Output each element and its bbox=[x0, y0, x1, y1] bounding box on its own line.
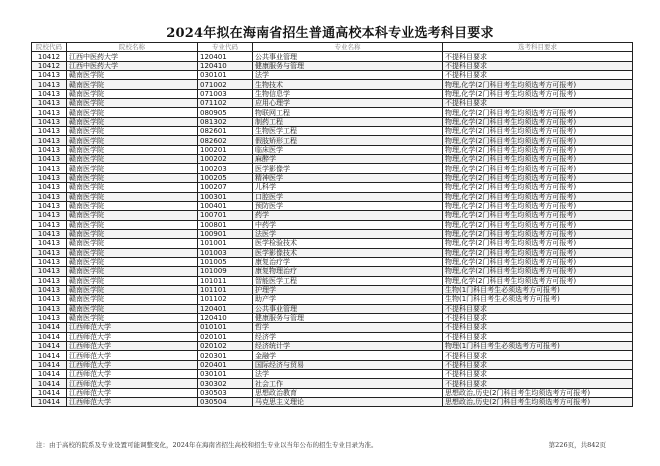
cell-major-name: 物联网工程 bbox=[253, 108, 443, 117]
cell-school-name: 赣南医学院 bbox=[67, 229, 198, 238]
cell-major-code: 071102 bbox=[198, 99, 253, 108]
cell-subject-requirement: 物理,化学(2门科目考生均须选考方可报考) bbox=[443, 192, 633, 201]
cell-major-code: 101101 bbox=[198, 285, 253, 294]
table-row bbox=[32, 257, 633, 266]
cell-school-name: 赣南医学院 bbox=[67, 164, 198, 173]
cell-school-name: 赣南医学院 bbox=[67, 257, 198, 266]
cell-school-name: 赣南医学院 bbox=[67, 267, 198, 276]
cell-subject-requirement: 物理,化学(2门科目考生均须选考方可报考) bbox=[443, 239, 633, 248]
table-row bbox=[32, 388, 633, 397]
cell-subject-requirement: 物理,化学(2门科目考生均须选考方可报考) bbox=[443, 229, 633, 238]
cell-major-name: 精神医学 bbox=[253, 173, 443, 182]
cell-major-code: 100201 bbox=[198, 145, 253, 154]
cell-subject-requirement: 不提科目要求 bbox=[443, 360, 633, 369]
cell-major-code: 100901 bbox=[198, 229, 253, 238]
cell-subject-requirement: 不提科目要求 bbox=[443, 351, 633, 360]
cell-school-name: 赣南医学院 bbox=[67, 136, 198, 145]
cell-major-code: 100701 bbox=[198, 211, 253, 220]
footer-note: 注：由于高校的院系及专业设置可能调整变化，2024年在海南省招生高校和招生专业以当年公布的招生专业目录为准。 bbox=[36, 441, 378, 449]
cell-school-code: 10413 bbox=[32, 117, 67, 126]
cell-school-name: 江西师范大学 bbox=[67, 323, 198, 332]
cell-subject-requirement: 不提科目要求 bbox=[443, 61, 633, 70]
cell-major-name: 公共事业管理 bbox=[253, 304, 443, 313]
cell-school-code: 10413 bbox=[32, 80, 67, 89]
cell-subject-requirement: 物理,化学(2门科目考生均须选考方可报考) bbox=[443, 117, 633, 126]
page-title: 2024年拟在海南省招生普通高校本科专业选考科目要求 bbox=[166, 26, 494, 41]
cell-subject-requirement: 物理(1门科目考生必须选考方可报考) bbox=[443, 342, 633, 351]
cell-school-name: 赣南医学院 bbox=[67, 89, 198, 98]
cell-school-code: 10414 bbox=[32, 379, 67, 388]
table-row bbox=[32, 201, 633, 210]
table-header-row bbox=[32, 43, 633, 52]
cell-school-code: 10412 bbox=[32, 52, 67, 61]
table-row bbox=[32, 323, 633, 332]
cell-school-code: 10414 bbox=[32, 388, 67, 397]
table-body bbox=[32, 52, 633, 407]
cell-major-name: 智能医学工程 bbox=[253, 276, 443, 285]
table-row bbox=[32, 229, 633, 238]
cell-school-name: 江西师范大学 bbox=[67, 360, 198, 369]
cell-major-code: 100202 bbox=[198, 155, 253, 164]
cell-major-code: 120410 bbox=[198, 313, 253, 322]
table-row bbox=[32, 136, 633, 145]
cell-major-code: 082601 bbox=[198, 127, 253, 136]
cell-major-name: 中药学 bbox=[253, 220, 443, 229]
cell-major-name: 法医学 bbox=[253, 229, 443, 238]
table-row bbox=[32, 192, 633, 201]
requirements-table bbox=[31, 42, 633, 407]
cell-major-code: 082602 bbox=[198, 136, 253, 145]
cell-subject-requirement: 思想政治,历史(2门科目考生均须选考方可报考) bbox=[443, 398, 633, 407]
cell-major-code: 101102 bbox=[198, 295, 253, 304]
cell-school-code: 10413 bbox=[32, 201, 67, 210]
cell-school-code: 10413 bbox=[32, 89, 67, 98]
cell-school-code: 10413 bbox=[32, 173, 67, 182]
cell-major-name: 儿科学 bbox=[253, 183, 443, 192]
cell-major-name: 假肢矫形工程 bbox=[253, 136, 443, 145]
table-row bbox=[32, 183, 633, 192]
cell-major-name: 预防医学 bbox=[253, 201, 443, 210]
header-school-name: 院校名称 bbox=[67, 43, 198, 52]
cell-major-name: 经济统计学 bbox=[253, 342, 443, 351]
cell-school-name: 江西师范大学 bbox=[67, 379, 198, 388]
cell-school-code: 10413 bbox=[32, 257, 67, 266]
cell-school-code: 10413 bbox=[32, 183, 67, 192]
table-row bbox=[32, 379, 633, 388]
cell-school-name: 赣南医学院 bbox=[67, 313, 198, 322]
cell-school-name: 赣南医学院 bbox=[67, 248, 198, 257]
cell-major-code: 100205 bbox=[198, 173, 253, 182]
cell-major-name: 助产学 bbox=[253, 295, 443, 304]
cell-subject-requirement: 物理,化学(2门科目考生均须选考方可报考) bbox=[443, 276, 633, 285]
cell-subject-requirement: 物理,化学(2门科目考生均须选考方可报考) bbox=[443, 211, 633, 220]
cell-school-name: 江西中医药大学 bbox=[67, 52, 198, 61]
cell-major-code: 030101 bbox=[198, 370, 253, 379]
cell-major-name: 健康服务与管理 bbox=[253, 61, 443, 70]
table-row bbox=[32, 276, 633, 285]
cell-school-name: 赣南医学院 bbox=[67, 127, 198, 136]
cell-school-code: 10413 bbox=[32, 304, 67, 313]
table-row bbox=[32, 370, 633, 379]
cell-major-code: 071003 bbox=[198, 89, 253, 98]
cell-subject-requirement: 物理,化学(2门科目考生均须选考方可报考) bbox=[443, 108, 633, 117]
cell-school-name: 赣南医学院 bbox=[67, 108, 198, 117]
cell-subject-requirement: 物理,化学(2门科目考生均须选考方可报考) bbox=[443, 89, 633, 98]
cell-major-code: 100203 bbox=[198, 164, 253, 173]
cell-major-name: 马克思主义理论 bbox=[253, 398, 443, 407]
table-row bbox=[32, 332, 633, 341]
cell-major-name: 药学 bbox=[253, 211, 443, 220]
cell-subject-requirement: 不提科目要求 bbox=[443, 52, 633, 61]
cell-major-name: 社会工作 bbox=[253, 379, 443, 388]
cell-school-code: 10414 bbox=[32, 370, 67, 379]
cell-school-code: 10413 bbox=[32, 285, 67, 294]
table-row bbox=[32, 360, 633, 369]
cell-school-code: 10414 bbox=[32, 332, 67, 341]
table-row bbox=[32, 295, 633, 304]
cell-major-name: 生物信息学 bbox=[253, 89, 443, 98]
page-number: 第226页，共842页 bbox=[548, 441, 606, 449]
table-row bbox=[32, 351, 633, 360]
cell-school-name: 江西师范大学 bbox=[67, 342, 198, 351]
cell-major-name: 哲学 bbox=[253, 323, 443, 332]
cell-major-code: 020101 bbox=[198, 332, 253, 341]
cell-major-name: 医学影像学 bbox=[253, 164, 443, 173]
cell-school-name: 赣南医学院 bbox=[67, 295, 198, 304]
cell-school-name: 赣南医学院 bbox=[67, 285, 198, 294]
cell-school-code: 10413 bbox=[32, 267, 67, 276]
cell-school-code: 10413 bbox=[32, 145, 67, 154]
cell-school-code: 10413 bbox=[32, 136, 67, 145]
cell-major-name: 公共事业管理 bbox=[253, 52, 443, 61]
cell-subject-requirement: 不提科目要求 bbox=[443, 323, 633, 332]
cell-school-name: 赣南医学院 bbox=[67, 211, 198, 220]
cell-school-name: 江西中医药大学 bbox=[67, 61, 198, 70]
cell-school-name: 江西师范大学 bbox=[67, 388, 198, 397]
cell-major-code: 080905 bbox=[198, 108, 253, 117]
cell-major-code: 120401 bbox=[198, 304, 253, 313]
cell-subject-requirement: 物理,化学(2门科目考生均须选考方可报考) bbox=[443, 257, 633, 266]
cell-subject-requirement: 不提科目要求 bbox=[443, 370, 633, 379]
cell-major-name: 康复治疗学 bbox=[253, 257, 443, 266]
table-row bbox=[32, 220, 633, 229]
table-row bbox=[32, 342, 633, 351]
cell-subject-requirement: 物理,化学(2门科目考生均须选考方可报考) bbox=[443, 201, 633, 210]
cell-school-code: 10413 bbox=[32, 108, 67, 117]
cell-school-code: 10413 bbox=[32, 164, 67, 173]
cell-school-code: 10413 bbox=[32, 313, 67, 322]
cell-school-name: 江西师范大学 bbox=[67, 370, 198, 379]
table-row bbox=[32, 71, 633, 80]
cell-subject-requirement: 不提科目要求 bbox=[443, 99, 633, 108]
table-row bbox=[32, 173, 633, 182]
cell-major-name: 生物医学工程 bbox=[253, 127, 443, 136]
cell-school-code: 10413 bbox=[32, 248, 67, 257]
table-row bbox=[32, 108, 633, 117]
cell-subject-requirement: 物理,化学(2门科目考生均须选考方可报考) bbox=[443, 173, 633, 182]
table-row bbox=[32, 145, 633, 154]
table-row bbox=[32, 313, 633, 322]
cell-subject-requirement: 物理,化学(2门科目考生均须选考方可报考) bbox=[443, 220, 633, 229]
cell-school-code: 10413 bbox=[32, 276, 67, 285]
cell-major-code: 100207 bbox=[198, 183, 253, 192]
cell-school-name: 赣南医学院 bbox=[67, 183, 198, 192]
cell-major-name: 口腔医学 bbox=[253, 192, 443, 201]
cell-subject-requirement: 物理,化学(2门科目考生均须选考方可报考) bbox=[443, 145, 633, 154]
cell-major-code: 081302 bbox=[198, 117, 253, 126]
cell-school-name: 赣南医学院 bbox=[67, 239, 198, 248]
cell-major-name: 法学 bbox=[253, 71, 443, 80]
cell-school-name: 赣南医学院 bbox=[67, 220, 198, 229]
cell-major-code: 020401 bbox=[198, 360, 253, 369]
cell-school-code: 10414 bbox=[32, 342, 67, 351]
cell-subject-requirement: 不提科目要求 bbox=[443, 313, 633, 322]
cell-school-name: 赣南医学院 bbox=[67, 80, 198, 89]
cell-major-name: 应用心理学 bbox=[253, 99, 443, 108]
cell-school-code: 10413 bbox=[32, 211, 67, 220]
cell-school-name: 赣南医学院 bbox=[67, 145, 198, 154]
cell-subject-requirement: 物理,化学(2门科目考生均须选考方可报考) bbox=[443, 164, 633, 173]
cell-subject-requirement: 物理,化学(2门科目考生均须选考方可报考) bbox=[443, 183, 633, 192]
cell-major-code: 030504 bbox=[198, 398, 253, 407]
cell-school-name: 江西师范大学 bbox=[67, 351, 198, 360]
header-major-name: 专业名称 bbox=[253, 43, 443, 52]
cell-school-name: 江西师范大学 bbox=[67, 332, 198, 341]
cell-major-name: 制药工程 bbox=[253, 117, 443, 126]
cell-major-code: 030302 bbox=[198, 379, 253, 388]
cell-school-code: 10413 bbox=[32, 220, 67, 229]
cell-major-code: 020102 bbox=[198, 342, 253, 351]
cell-subject-requirement: 物理,化学(2门科目考生均须选考方可报考) bbox=[443, 267, 633, 276]
cell-subject-requirement: 物理,化学(2门科目考生均须选考方可报考) bbox=[443, 155, 633, 164]
cell-school-code: 10413 bbox=[32, 99, 67, 108]
cell-school-name: 赣南医学院 bbox=[67, 99, 198, 108]
cell-school-code: 10413 bbox=[32, 71, 67, 80]
cell-subject-requirement: 不提科目要求 bbox=[443, 304, 633, 313]
table-row bbox=[32, 267, 633, 276]
table-row bbox=[32, 155, 633, 164]
cell-major-code: 120410 bbox=[198, 61, 253, 70]
cell-major-code: 120401 bbox=[198, 52, 253, 61]
cell-major-name: 金融学 bbox=[253, 351, 443, 360]
cell-major-code: 101005 bbox=[198, 257, 253, 266]
cell-major-name: 国际经济与贸易 bbox=[253, 360, 443, 369]
table-row bbox=[32, 164, 633, 173]
table-row bbox=[32, 248, 633, 257]
cell-major-name: 经济学 bbox=[253, 332, 443, 341]
cell-school-code: 10412 bbox=[32, 61, 67, 70]
cell-school-code: 10414 bbox=[32, 360, 67, 369]
table-row bbox=[32, 99, 633, 108]
table-row bbox=[32, 61, 633, 70]
cell-subject-requirement: 不提科目要求 bbox=[443, 379, 633, 388]
cell-major-code: 010101 bbox=[198, 323, 253, 332]
cell-subject-requirement: 不提科目要求 bbox=[443, 332, 633, 341]
cell-major-name: 护理学 bbox=[253, 285, 443, 294]
cell-subject-requirement: 物理,化学(2门科目考生均须选考方可报考) bbox=[443, 248, 633, 257]
header-school-code: 院校代码 bbox=[32, 43, 67, 52]
cell-school-code: 10414 bbox=[32, 398, 67, 407]
cell-major-name: 健康服务与管理 bbox=[253, 313, 443, 322]
header-major-code: 专业代码 bbox=[198, 43, 253, 52]
cell-major-code: 100301 bbox=[198, 192, 253, 201]
cell-subject-requirement: 思想政治,历史(2门科目考生均须选考方可报考) bbox=[443, 388, 633, 397]
cell-major-code: 020301 bbox=[198, 351, 253, 360]
cell-school-name: 赣南医学院 bbox=[67, 155, 198, 164]
cell-major-code: 101001 bbox=[198, 239, 253, 248]
table-row bbox=[32, 89, 633, 98]
cell-school-code: 10413 bbox=[32, 127, 67, 136]
table-row bbox=[32, 117, 633, 126]
cell-subject-requirement: 物理,化学(2门科目考生均须选考方可报考) bbox=[443, 127, 633, 136]
cell-school-code: 10414 bbox=[32, 323, 67, 332]
cell-major-code: 101011 bbox=[198, 276, 253, 285]
cell-school-name: 赣南医学院 bbox=[67, 117, 198, 126]
cell-subject-requirement: 生物(1门科目考生必须选考方可报考) bbox=[443, 295, 633, 304]
cell-subject-requirement: 物理,化学(2门科目考生均须选考方可报考) bbox=[443, 80, 633, 89]
cell-school-code: 10413 bbox=[32, 192, 67, 201]
table-row bbox=[32, 398, 633, 407]
cell-major-name: 临床医学 bbox=[253, 145, 443, 154]
cell-major-name: 康复物理治疗 bbox=[253, 267, 443, 276]
cell-major-code: 100401 bbox=[198, 201, 253, 210]
cell-major-code: 030101 bbox=[198, 71, 253, 80]
cell-school-name: 赣南医学院 bbox=[67, 276, 198, 285]
cell-school-name: 赣南医学院 bbox=[67, 201, 198, 210]
cell-major-name: 医学检验技术 bbox=[253, 239, 443, 248]
cell-major-name: 麻醉学 bbox=[253, 155, 443, 164]
table-row bbox=[32, 52, 633, 61]
cell-school-name: 赣南医学院 bbox=[67, 173, 198, 182]
cell-major-code: 030503 bbox=[198, 388, 253, 397]
header-subject-requirement: 选考科目要求 bbox=[443, 43, 633, 52]
cell-subject-requirement: 不提科目要求 bbox=[443, 71, 633, 80]
cell-school-name: 赣南医学院 bbox=[67, 192, 198, 201]
cell-major-name: 思想政治教育 bbox=[253, 388, 443, 397]
cell-school-code: 10414 bbox=[32, 351, 67, 360]
cell-school-code: 10413 bbox=[32, 229, 67, 238]
table-row bbox=[32, 80, 633, 89]
cell-school-name: 赣南医学院 bbox=[67, 71, 198, 80]
cell-major-name: 医学影像技术 bbox=[253, 248, 443, 257]
cell-school-code: 10413 bbox=[32, 239, 67, 248]
cell-major-code: 071002 bbox=[198, 80, 253, 89]
cell-school-code: 10413 bbox=[32, 295, 67, 304]
cell-major-code: 100801 bbox=[198, 220, 253, 229]
cell-major-code: 101009 bbox=[198, 267, 253, 276]
cell-subject-requirement: 物理,化学(2门科目考生均须选考方可报考) bbox=[443, 136, 633, 145]
cell-school-name: 赣南医学院 bbox=[67, 304, 198, 313]
cell-major-code: 101003 bbox=[198, 248, 253, 257]
cell-major-name: 法学 bbox=[253, 370, 443, 379]
cell-school-code: 10413 bbox=[32, 155, 67, 164]
table-row bbox=[32, 285, 633, 294]
table-row bbox=[32, 239, 633, 248]
cell-major-name: 生物技术 bbox=[253, 80, 443, 89]
table-row bbox=[32, 304, 633, 313]
cell-subject-requirement: 生物(1门科目考生必须选考方可报考) bbox=[443, 285, 633, 294]
table-row bbox=[32, 211, 633, 220]
table-row bbox=[32, 127, 633, 136]
cell-school-name: 江西师范大学 bbox=[67, 398, 198, 407]
